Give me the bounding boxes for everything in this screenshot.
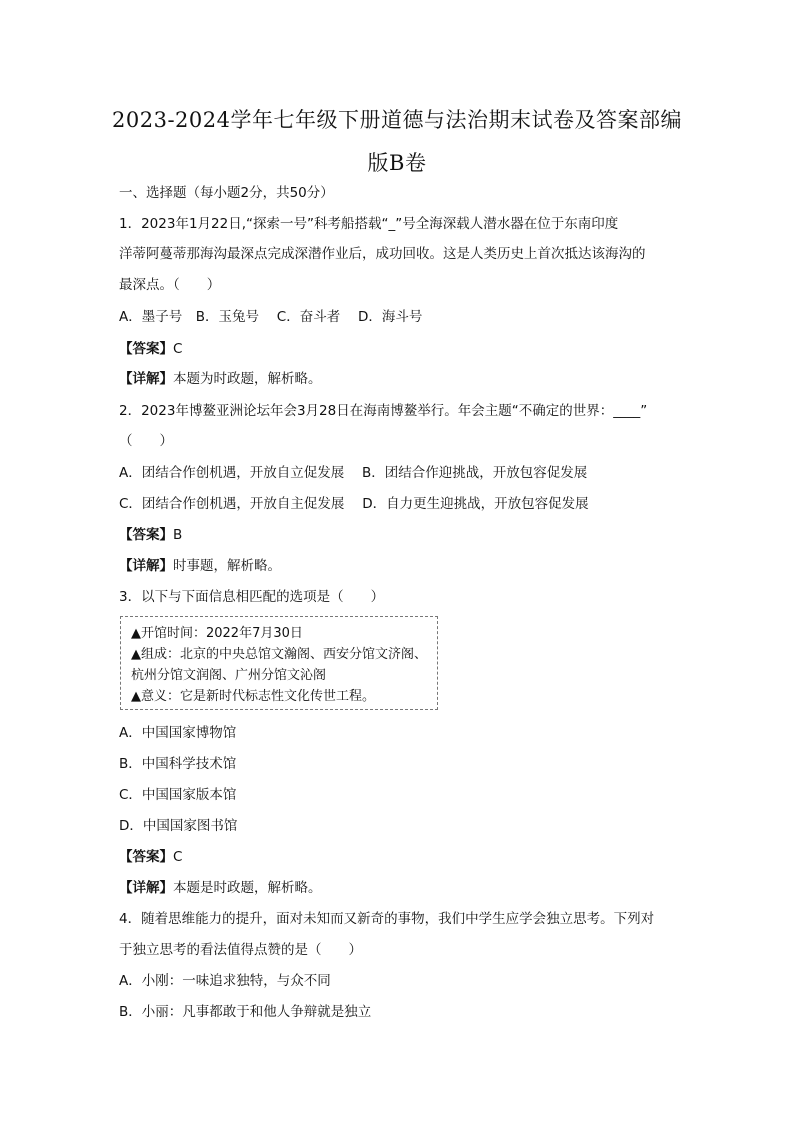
q1-stem-line1: 1．2023年1月22日,“探索一号”科考船搭载“_”号全海深载人潜水器在位于东南印度 <box>119 216 619 232</box>
q3-info-box <box>120 616 438 710</box>
q1-answer <box>119 340 182 358</box>
answer-tag: 【答案】 <box>119 527 173 543</box>
q4-stem-line2: 于独立思考的看法值得点赞的是（ ） <box>119 942 362 958</box>
answer-value: C <box>173 849 183 865</box>
q3-answer <box>119 848 182 866</box>
detail-tag: 【详解】 <box>119 371 173 387</box>
q3-option-d: D．中国国家图书馆 <box>119 818 238 834</box>
q4-stem-line1: 4．随着思维能力的提升，面对未知而又新奇的事物，我们中学生应学会独立思考。下列对 <box>119 911 655 927</box>
answer-tag: 【答案】 <box>119 341 173 357</box>
q3-option-a: A．中国国家博物馆 <box>119 725 237 741</box>
q1-stem-line3: 最深点。（ ） <box>119 277 221 293</box>
detail-tag: 【详解】 <box>119 558 173 574</box>
detail-text: 本题为时政题，解析略。 <box>173 371 322 387</box>
q4-option-b: B．小丽：凡事都敢于和他人争辩就是独立 <box>119 1004 372 1020</box>
q1-stem-line2: 洋蒂阿蔓蒂那海沟最深点完成深潜作业后，成功回收。这是人类历史上首次抵达该海沟的 <box>119 246 646 262</box>
info-box-line3: 杭州分馆文润阁、广州分馆文沁阁 <box>131 668 327 683</box>
q3-stem: 3．以下与下面信息相匹配的选项是（ ） <box>119 589 385 605</box>
answer-value: C <box>173 341 183 357</box>
q2-answer <box>119 526 182 544</box>
q4-option-a: A．小刚：一味追求独特，与众不同 <box>119 973 331 989</box>
q1-options: A．墨子号 B．玉兔号 C．奋斗者 D．海斗号 <box>119 309 423 325</box>
info-box-line2: ▲组成：北京的中央总馆文瀚阁、西安分馆文济阁、 <box>131 647 427 662</box>
q2-detail <box>119 557 281 575</box>
q2-options-line2: C．团结合作创机遇，开放自主促发展 D．自力更生迎挑战，开放包容促发展 <box>119 496 589 512</box>
doc-title-line1: 2023-2024学年七年级下册道德与法治期末试卷及答案部编 <box>112 108 682 132</box>
info-box-line1: ▲开馆时间：2022年7月30日 <box>131 626 303 641</box>
doc-title-line2: 版B卷 <box>367 151 427 175</box>
section-heading: 一、选择题（每小题2分，共50分） <box>119 185 334 201</box>
q3-option-c: C．中国国家版本馆 <box>119 787 237 803</box>
detail-tag: 【详解】 <box>119 880 173 896</box>
answer-tag: 【答案】 <box>119 849 173 865</box>
info-box-line4: ▲意义：它是新时代标志性文化传世工程。 <box>131 689 375 704</box>
q3-option-b: B．中国科学技术馆 <box>119 756 237 772</box>
q2-stem-line1: 2．2023年博鳌亚洲论坛年会3月28日在海南博鳌举行。年会主题“不确定的世界：____” <box>119 403 648 419</box>
detail-text: 时事题，解析略。 <box>173 558 281 574</box>
detail-text: 本题是时政题，解析略。 <box>173 880 322 896</box>
q2-stem-line2: （ ） <box>119 433 173 449</box>
q2-options-line1: A．团结合作创机遇，开放自立促发展 B．团结合作迎挑战，开放包容促发展 <box>119 465 588 481</box>
q1-detail <box>119 370 322 388</box>
q3-detail <box>119 879 322 897</box>
answer-value: B <box>173 527 183 543</box>
